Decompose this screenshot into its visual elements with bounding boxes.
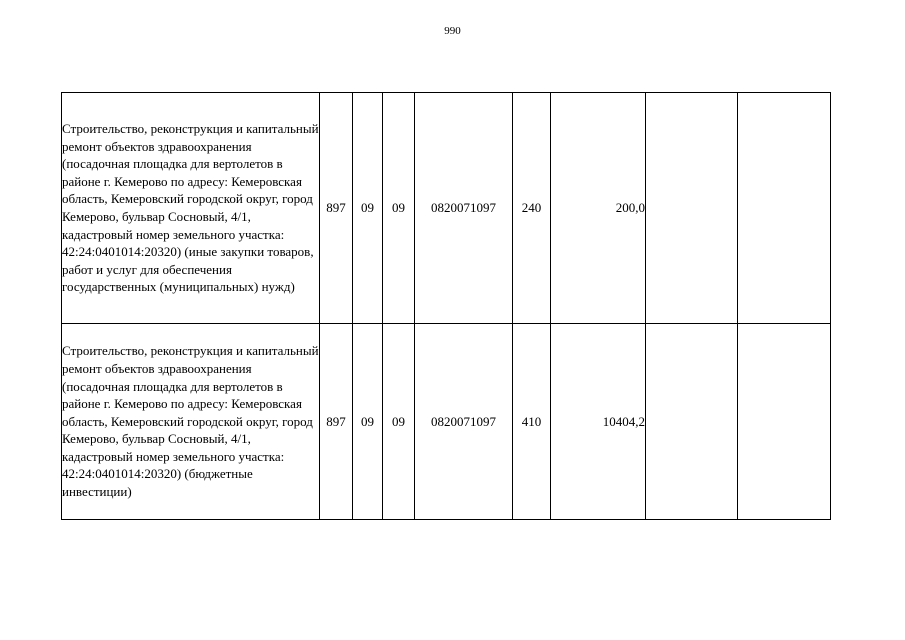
table-row xyxy=(62,324,831,520)
amount-cell: 10404,2 xyxy=(551,324,646,520)
target-article-cell: 0820071097 xyxy=(415,324,513,520)
ministry-code-cell: 897 xyxy=(320,324,353,520)
page-number: 990 xyxy=(444,25,461,37)
description-cell: Строительство, реконструкция и капитальный ремонт объектов здравоохранения (посадочная площадка для вертолетов в районе г. Кемерово по адресу: Кемеровская область, Кемеровский городской округ, город Кемерово, бульвар Сосновый, 4/1, кадастровый номер земельного участка: 42:24:0401014:20320) (бюджетные инвестиции) xyxy=(62,324,320,520)
subsection-code-cell: 09 xyxy=(383,93,415,324)
amount-cell: 200,0 xyxy=(551,93,646,324)
budget-table xyxy=(61,92,831,520)
subsection-code-cell: 09 xyxy=(383,324,415,520)
target-article-cell: 0820071097 xyxy=(415,93,513,324)
empty-cell xyxy=(738,324,831,520)
empty-cell xyxy=(646,93,738,324)
ministry-code-cell: 897 xyxy=(320,93,353,324)
section-code-cell: 09 xyxy=(353,93,383,324)
expense-type-cell: 410 xyxy=(513,324,551,520)
empty-cell xyxy=(738,93,831,324)
section-code-cell: 09 xyxy=(353,324,383,520)
expense-type-cell: 240 xyxy=(513,93,551,324)
empty-cell xyxy=(646,324,738,520)
description-cell: Строительство, реконструкция и капитальный ремонт объектов здравоохранения (посадочная площадка для вертолетов в районе г. Кемерово по адресу: Кемеровская область, Кемеровский городской округ, город Кемерово, бульвар Сосновый, 4/1, кадастровый номер земельного участка: 42:24:0401014:20320) (иные закупки товаров, работ и услуг для обеспечения государственных (муниципальных) нужд) xyxy=(62,93,320,324)
table-row xyxy=(62,93,831,324)
